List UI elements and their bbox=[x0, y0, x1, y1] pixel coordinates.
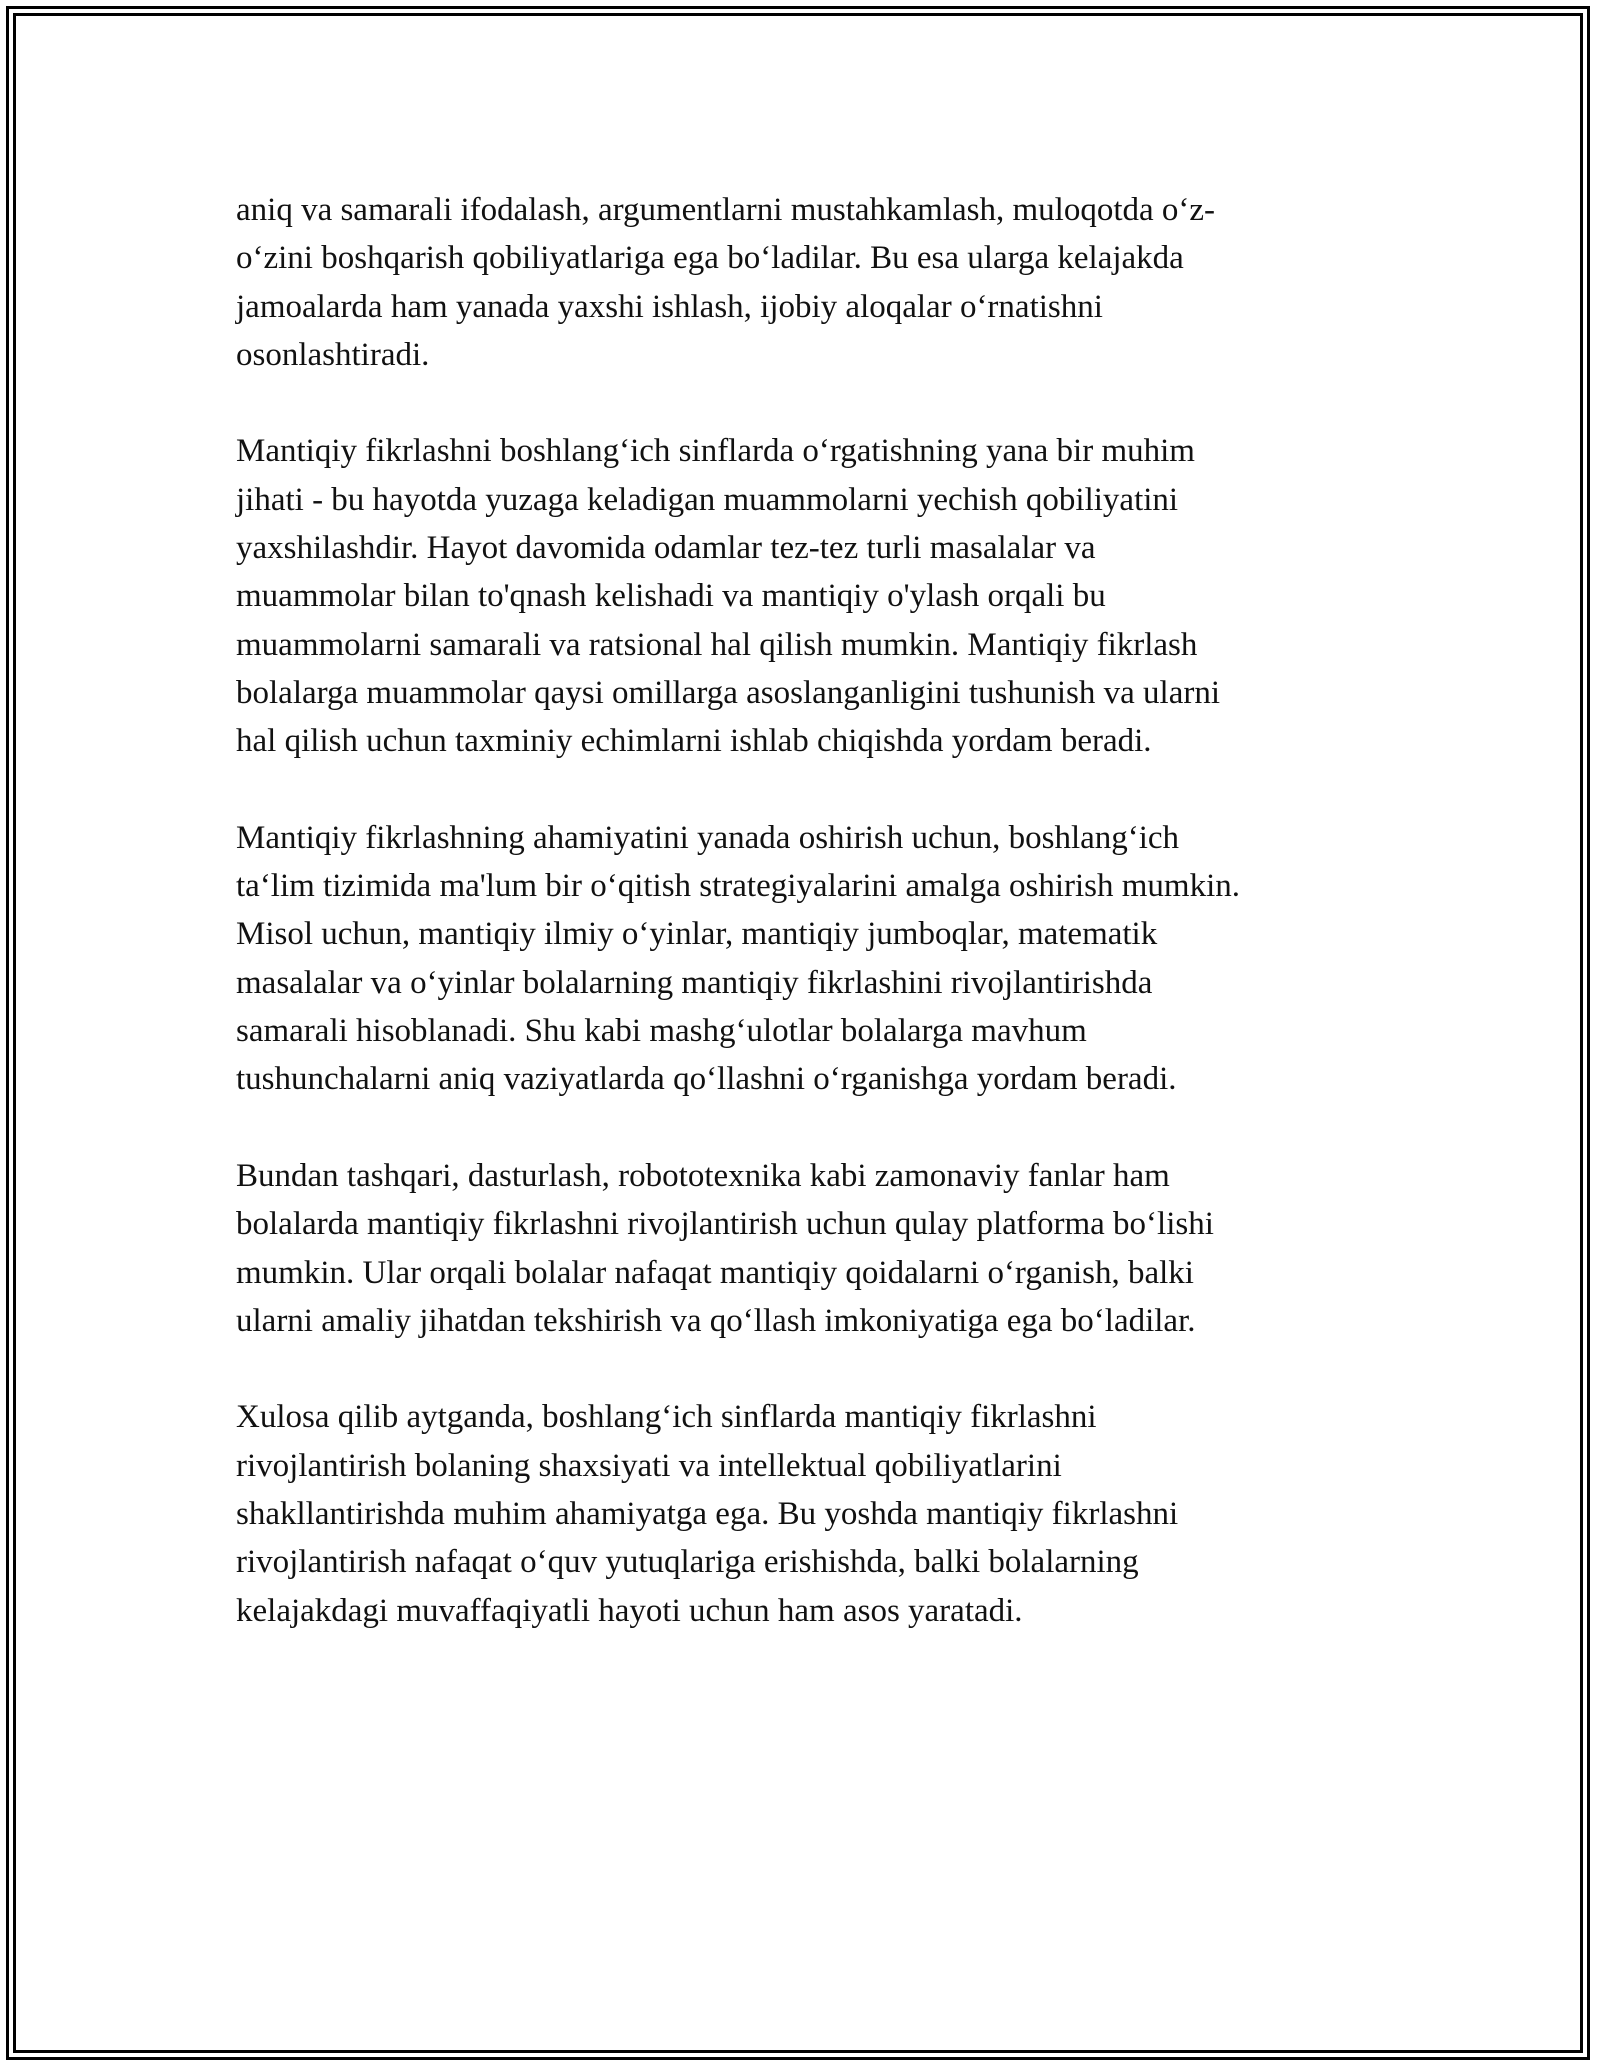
text-line: o‘zini boshqarish qobiliyatlariga ega bo‘ladilar. Bu esa ularga kelajakda bbox=[236, 240, 1184, 277]
text-line: Misol uchun, mantiqiy ilmiy o‘yinlar, mantiqiy jumboqlar, matematik bbox=[236, 916, 1158, 953]
text-line: bolalarda mantiqiy fikrlashni rivojlantirish uchun qulay platforma bo‘lishi bbox=[236, 1206, 1214, 1243]
text-line: Mantiqiy fikrlashni boshlang‘ich sinflarda o‘rgatishning yana bir muhim bbox=[236, 433, 1195, 470]
text-line: rivojlantirish bolaning shaxsiyati va intellektual qobiliyatlarini bbox=[236, 1447, 1062, 1484]
text-line: ularni amaliy jihatdan tekshirish va qo‘llash imkoniyatiga ega bo‘ladilar. bbox=[236, 1302, 1196, 1339]
text-line: osonlashtiradi. bbox=[236, 336, 430, 373]
paragraph-5 bbox=[236, 1393, 1376, 1634]
text-line: tushunchalarni aniq vaziyatlarda qo‘llashni o‘rganishga yordam beradi. bbox=[236, 1061, 1177, 1098]
text-line: samarali hisoblanadi. Shu kabi mashg‘ulotlar bolalarga mavhum bbox=[236, 1013, 1087, 1050]
paragraph-3 bbox=[236, 814, 1376, 1104]
paragraph-2 bbox=[236, 427, 1376, 765]
text-line: bolalarga muammolar qaysi omillarga asoslanganligini tushunish va ularni bbox=[236, 674, 1221, 711]
text-line: ta‘lim tizimida ma'lum bir o‘qitish strategiyalarini amalga oshirish mumkin. bbox=[236, 868, 1241, 905]
text-line: Mantiqiy fikrlashning ahamiyatini yanada oshirish uchun, boshlang‘ich bbox=[236, 819, 1180, 856]
text-line: mumkin. Ular orqali bolalar nafaqat mantiqiy qoidalarni o‘rganish, balki bbox=[236, 1254, 1194, 1291]
text-line: aniq va samarali ifodalash, argumentlarni mustahkamlash, muloqotda o‘z- bbox=[236, 192, 1216, 228]
text-line: shakllantirishda muhim ahamiyatga ega. Bu yoshda mantiqiy fikrlashni bbox=[236, 1496, 1179, 1533]
text-line: muammolarni samarali va ratsional hal qilish mumkin. Mantiqiy fikrlash bbox=[236, 626, 1198, 663]
text-line: Bundan tashqari, dasturlash, robototexnika kabi zamonaviy fanlar ham bbox=[236, 1157, 1170, 1194]
text-line: rivojlantirish nafaqat o‘quv yutuqlariga erishishda, balki bolalarning bbox=[236, 1544, 1139, 1581]
paragraph-4 bbox=[236, 1152, 1376, 1345]
text-line: Xulosa qilib aytganda, boshlang‘ich sinflarda mantiqiy fikrlashni bbox=[236, 1399, 1097, 1436]
text-line: muammolar bilan to'qnash kelishadi va mantiqiy o'ylash orqali bu bbox=[236, 578, 1106, 615]
paragraph-1 bbox=[236, 186, 1376, 379]
text-line: kelajakdagi muvaffaqiyatli hayoti uchun ham asos yaratadi. bbox=[236, 1592, 1023, 1629]
text-line: masalalar va o‘yinlar bolalarning mantiqiy fikrlashini rivojlantirishda bbox=[236, 964, 1153, 1001]
document-body bbox=[236, 186, 1376, 1683]
text-line: jihati - bu hayotda yuzaga keladigan muammolarni yechish qobiliyatini bbox=[236, 481, 1179, 518]
text-line: hal qilish uchun taxminiy echimlarni ishlab chiqishda yordam beradi. bbox=[236, 723, 1152, 760]
text-line: jamoalarda ham yanada yaxshi ishlash, ijobiy aloqalar o‘rnatishni bbox=[236, 288, 1103, 325]
text-line: yaxshilashdir. Hayot davomida odamlar tez-tez turli masalalar va bbox=[236, 530, 1096, 567]
